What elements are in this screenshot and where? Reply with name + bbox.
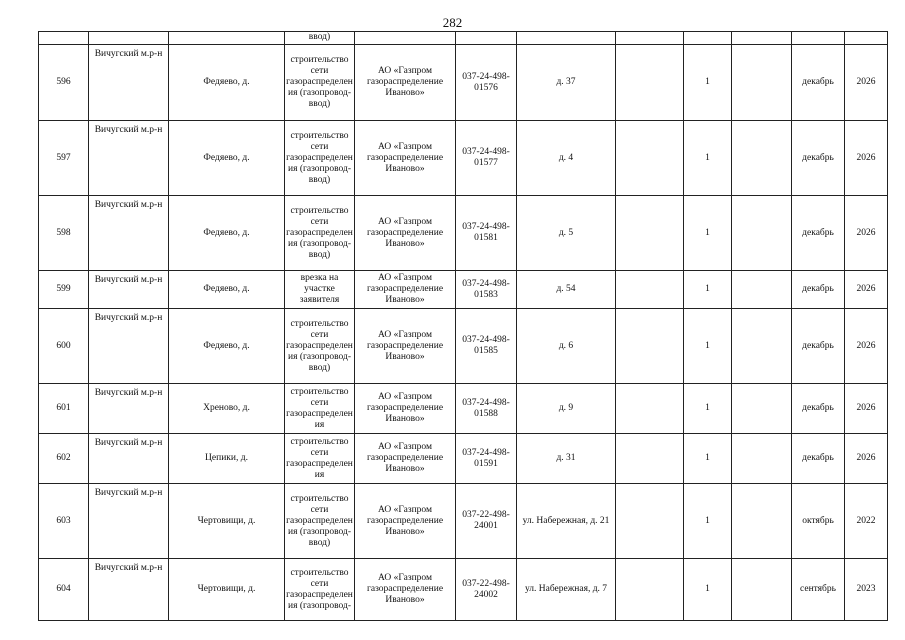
- empty-cell: [616, 309, 684, 384]
- organization-cell: АО «Газпром газораспределение Иваново»: [355, 559, 456, 621]
- work-type-cell: строительство сети газораспределения: [285, 384, 355, 434]
- table-row: [39, 559, 888, 621]
- district-cell: Вичугский м.р-н: [89, 196, 169, 271]
- empty-cell: [732, 196, 792, 271]
- row-number-cell: 596: [39, 45, 89, 121]
- empty-cell: [732, 384, 792, 434]
- application-code-cell: 037-24-498-01576: [456, 45, 517, 121]
- year-cell: 2022: [845, 484, 888, 559]
- empty-cell: [732, 45, 792, 121]
- work-type-cell: строительство сети газораспределения (газопровод-ввод): [285, 121, 355, 196]
- address-cell: д. 37: [517, 45, 616, 121]
- district-cell: Вичугский м.р-н: [89, 484, 169, 559]
- organization-cell: АО «Газпром газораспределение Иваново»: [355, 434, 456, 484]
- quantity-cell: 1: [684, 559, 732, 621]
- year-cell: 2023: [845, 559, 888, 621]
- application-code-cell: 037-24-498-01585: [456, 309, 517, 384]
- empty-cell: [732, 121, 792, 196]
- locality-cell: Чертовищи, д.: [169, 559, 285, 621]
- organization-cell: АО «Газпром газораспределение Иваново»: [355, 309, 456, 384]
- organization-cell: АО «Газпром газораспределение Иваново»: [355, 196, 456, 271]
- application-code-cell: 037-22-498-24002: [456, 559, 517, 621]
- row-number-cell: 597: [39, 121, 89, 196]
- page-number: 282: [442, 15, 463, 30]
- address-cell: ул. Набережная, д. 7: [517, 559, 616, 621]
- quantity-cell: 1: [684, 45, 732, 121]
- district-cell: Вичугский м.р-н: [89, 271, 169, 309]
- work-type-cell: строительство сети газораспределения (газопровод-: [285, 559, 355, 621]
- empty-cell: [616, 559, 684, 621]
- table-row: [39, 121, 888, 196]
- year-cell: 2026: [845, 384, 888, 434]
- empty-cell: [616, 384, 684, 434]
- month-cell: декабрь: [792, 271, 845, 309]
- quantity-cell: 1: [684, 196, 732, 271]
- work-type-cell: строительство сети газораспределения (газопровод-ввод): [285, 309, 355, 384]
- locality-cell: Чертовищи, д.: [169, 484, 285, 559]
- month-cell: декабрь: [792, 45, 845, 121]
- month-cell: декабрь: [792, 121, 845, 196]
- locality-cell: Федяево, д.: [169, 271, 285, 309]
- month-cell: декабрь: [792, 434, 845, 484]
- quantity-cell: 1: [684, 484, 732, 559]
- organization-cell: АО «Газпром газораспределение Иваново»: [355, 384, 456, 434]
- district-cell: Вичугский м.р-н: [89, 384, 169, 434]
- district-cell: Вичугский м.р-н: [89, 309, 169, 384]
- locality-cell: Федяево, д.: [169, 121, 285, 196]
- row-number-cell: 600: [39, 309, 89, 384]
- row-number-cell: 602: [39, 434, 89, 484]
- row-number-cell: 598: [39, 196, 89, 271]
- work-type-cell: строительство сети газораспределения (газопровод-ввод): [285, 196, 355, 271]
- district-cell: Вичугский м.р-н: [89, 121, 169, 196]
- quantity-cell: 1: [684, 121, 732, 196]
- district-cell: Вичугский м.р-н: [89, 45, 169, 121]
- work-type-cell: врезка на участке заявителя: [285, 271, 355, 309]
- quantity-cell: 1: [684, 384, 732, 434]
- table-row: [39, 434, 888, 484]
- empty-cell: [616, 45, 684, 121]
- table-row: [39, 384, 888, 434]
- month-cell: октябрь: [792, 484, 845, 559]
- address-cell: д. 31: [517, 434, 616, 484]
- year-cell: 2026: [845, 271, 888, 309]
- month-cell: сентябрь: [792, 559, 845, 621]
- quantity-cell: 1: [684, 309, 732, 384]
- empty-cell: [616, 434, 684, 484]
- quantity-cell: 1: [684, 434, 732, 484]
- organization-cell: АО «Газпром газораспределение Иваново»: [355, 484, 456, 559]
- empty-cell: [732, 309, 792, 384]
- empty-cell: [616, 196, 684, 271]
- row-number-cell: 601: [39, 384, 89, 434]
- address-cell: д. 5: [517, 196, 616, 271]
- month-cell: декабрь: [792, 196, 845, 271]
- year-cell: 2026: [845, 45, 888, 121]
- application-code-cell: 037-24-498-01583: [456, 271, 517, 309]
- organization-cell: АО «Газпром газораспределение Иваново»: [355, 121, 456, 196]
- empty-cell: [616, 271, 684, 309]
- year-cell: 2026: [845, 196, 888, 271]
- empty-cell: [616, 121, 684, 196]
- row-number-cell: 603: [39, 484, 89, 559]
- locality-cell: Федяево, д.: [169, 45, 285, 121]
- empty-cell: [616, 484, 684, 559]
- row-number-cell: 604: [39, 559, 89, 621]
- empty-cell: [732, 559, 792, 621]
- year-cell: 2026: [845, 121, 888, 196]
- district-cell: Вичугский м.р-н: [89, 434, 169, 484]
- quantity-cell: 1: [684, 271, 732, 309]
- address-cell: д. 4: [517, 121, 616, 196]
- organization-cell: АО «Газпром газораспределение Иваново»: [355, 271, 456, 309]
- application-code-cell: 037-24-498-01577: [456, 121, 517, 196]
- gasification-table: [38, 31, 888, 621]
- continued-work-cell: ввод): [285, 32, 355, 45]
- address-cell: ул. Набережная, д. 21: [517, 484, 616, 559]
- continued-row: [39, 32, 888, 45]
- empty-cell: [732, 484, 792, 559]
- empty-cell: [732, 434, 792, 484]
- row-number-cell: 599: [39, 271, 89, 309]
- application-code-cell: 037-24-498-01581: [456, 196, 517, 271]
- application-code-cell: 037-22-498-24001: [456, 484, 517, 559]
- application-code-cell: 037-24-498-01588: [456, 384, 517, 434]
- address-cell: д. 54: [517, 271, 616, 309]
- district-cell: Вичугский м.р-н: [89, 559, 169, 621]
- address-cell: д. 6: [517, 309, 616, 384]
- month-cell: декабрь: [792, 309, 845, 384]
- year-cell: 2026: [845, 309, 888, 384]
- locality-cell: Хреново, д.: [169, 384, 285, 434]
- year-cell: 2026: [845, 434, 888, 484]
- table-row: [39, 45, 888, 121]
- work-type-cell: строительство сети газораспределения (газопровод-ввод): [285, 484, 355, 559]
- table-row: [39, 271, 888, 309]
- locality-cell: Федяево, д.: [169, 309, 285, 384]
- table-row: [39, 309, 888, 384]
- address-cell: д. 9: [517, 384, 616, 434]
- empty-cell: [732, 271, 792, 309]
- work-type-cell: строительство сети газораспределения (газопровод-ввод): [285, 45, 355, 121]
- locality-cell: Федяево, д.: [169, 196, 285, 271]
- organization-cell: АО «Газпром газораспределение Иваново»: [355, 45, 456, 121]
- table-row: [39, 484, 888, 559]
- month-cell: декабрь: [792, 384, 845, 434]
- work-type-cell: строительство сети газораспределения: [285, 434, 355, 484]
- table-row: [39, 196, 888, 271]
- locality-cell: Цепики, д.: [169, 434, 285, 484]
- application-code-cell: 037-24-498-01591: [456, 434, 517, 484]
